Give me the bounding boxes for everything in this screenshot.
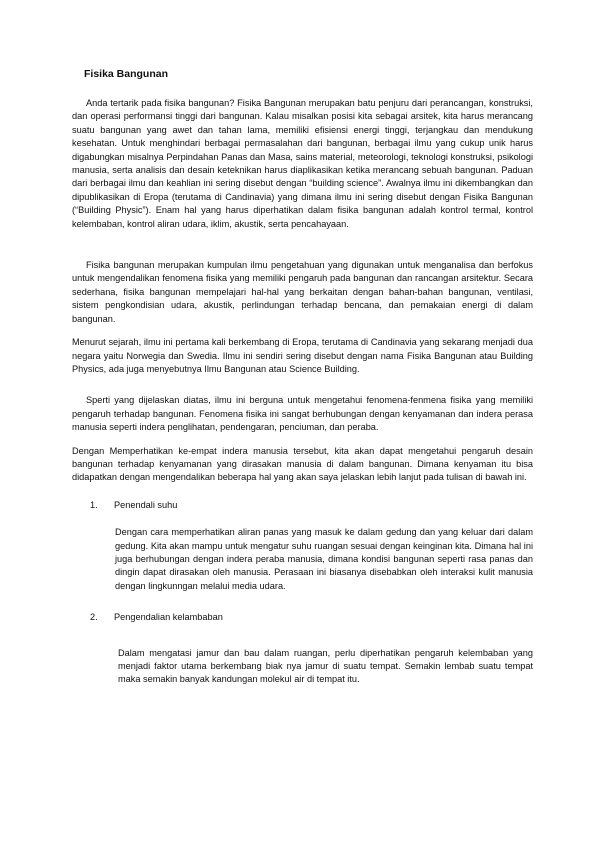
spacer <box>72 376 533 394</box>
list-number: 1. <box>90 499 98 510</box>
list-item-body: Dalam mengatasi jamur dan bau dalam ruangan, perlu diperhatikan pengaruh kelembaban yang menjadi faktor utama berkembang biak nya jamur di suatu tempat. Semakin lembab suatu tempat maka semakin banyak kandungan molekul air di tempat itu. <box>118 647 533 685</box>
spacer <box>72 231 533 249</box>
list-item <box>72 611 533 687</box>
spacer <box>72 593 533 611</box>
control-list <box>72 499 533 687</box>
list-item-heading <box>90 611 533 624</box>
list-heading-text: Penendali suhu <box>114 499 178 510</box>
spacer <box>72 249 533 259</box>
paragraph-definition: Fisika bangunan merupakan kumpulan ilmu pengetahuan yang digunakan untuk menganalisa dan berfokus untuk mengendalikan fenomena fisika yang memiliki pengaruh pada bangunan dan rancangan arsitektur. Secara sederhana, fisika bangunan mempelajari hal-hal yang berkaitan dengan bahan-bahan bangunan, ventilasi, sistem pengkondisian udara, akustik, perlindungan terhadap bencana, dan pemakaian energi di dalam bangunan. <box>72 260 533 324</box>
paragraph-intro: Anda tertarik pada fisika bangunan? Fisika Bangunan merupakan batu penjuru dari perancangan, konstruksi, dan operasi performansi tinggi dari bangunan. Kalau misalkan posisi kita sebagai arsitek, kita harus merancang suatu bangunan yang awet dan tahan lama, memiliki efisiensi energi tinggi, terjangkau dan mendukung kesehatan. Untuk menghindari berbagai permasalahan dari bangunan, berbagai ilmu yang cukup unik harus digabungkan misalnya Perpindahan Panas dan Masa, sains material, meteorologi, teknologi konstruksi, psikologi manusia, serta analisis dan desain keteknikan harus diaplikasikan ketika merancang sebuah bangunan. Paduan dari berbagai ilmu dan keahlian ini sering disebut dengan “building science”. Awalnya ilmu ini dikembangkan dan dipublikasikan di Eropa (terutama di Candinavia) yang dimana ilmu ini sering disebut dengan Fisika Bangunan (“Building Physic”). Enam hal yang harus diperhatikan dalam fisika bangunan adalah kontrol termal, kontrol kelembaban, kontrol aliran udara, iklim, akustik, serta pencahayaan. <box>72 98 533 229</box>
spacer <box>72 326 533 336</box>
list-item-heading <box>90 499 533 512</box>
spacer <box>72 435 533 445</box>
document-title: Fisika Bangunan <box>84 68 169 80</box>
paragraph-history: Menurut sejarah, ilmu ini pertama kali berkembang di Eropa, terutama di Candinavia yang sekarang menjadi dua negara yaitu Norwegia dan Swedia. Ilmu ini sendiri sering disebut dengan nama Fisika Bangunan atau Building Physics, ada juga menyebutnya Ilmu Bangunan atau Science Building. <box>72 337 533 374</box>
paragraph-phenomena: Sperti yang dijelaskan diatas, ilmu ini berguna untuk mengetahui fenomena-fenmena fisika yang memiliki pengaruh terhadap bangunan. Fenomena fisika ini sangat berhubungan dengan kenyamanan dan indera perasa manusia seperti indera penglihatan, pendengaran, penciuman, dan peraba. <box>72 395 533 433</box>
list-item <box>72 499 533 611</box>
spacer <box>72 512 533 526</box>
spacer <box>72 485 533 499</box>
list-number: 2. <box>90 612 98 623</box>
paragraph-senses: Dengan Memperhatikan ke-empat indera manusia tersebut, kita akan dapat mengetahui pengaruh desain bangunan terhadap kenyamanan yang dirasakan manusia di dalam bangunan. Dimana kenyaman itu bisa didapatkan dengan mengendalikan beberapa hal yang akan saya jelaskan lebih lanjut pada tulisan di bawah ini. <box>72 445 533 483</box>
list-item-body: Dengan cara memperhatikan aliran panas yang masuk ke dalam gedung dan yang keluar dari dalam gedung. Kita akan mampu untuk mengatur suhu ruangan sesuai dengan keinginan kita. Dimana hal ini juga berhubungan dengan indera peraba manusia, dimana kondisi bangunan seperti rasa panas dan dingin dapat dirasakan oleh manusia. Perasaan ini biasanya disebabkan oleh interaksi kulit manusia dengan lingkunngan melalui media udara. <box>115 527 533 591</box>
list-heading-text: Pengendalian kelambaban <box>114 612 223 623</box>
